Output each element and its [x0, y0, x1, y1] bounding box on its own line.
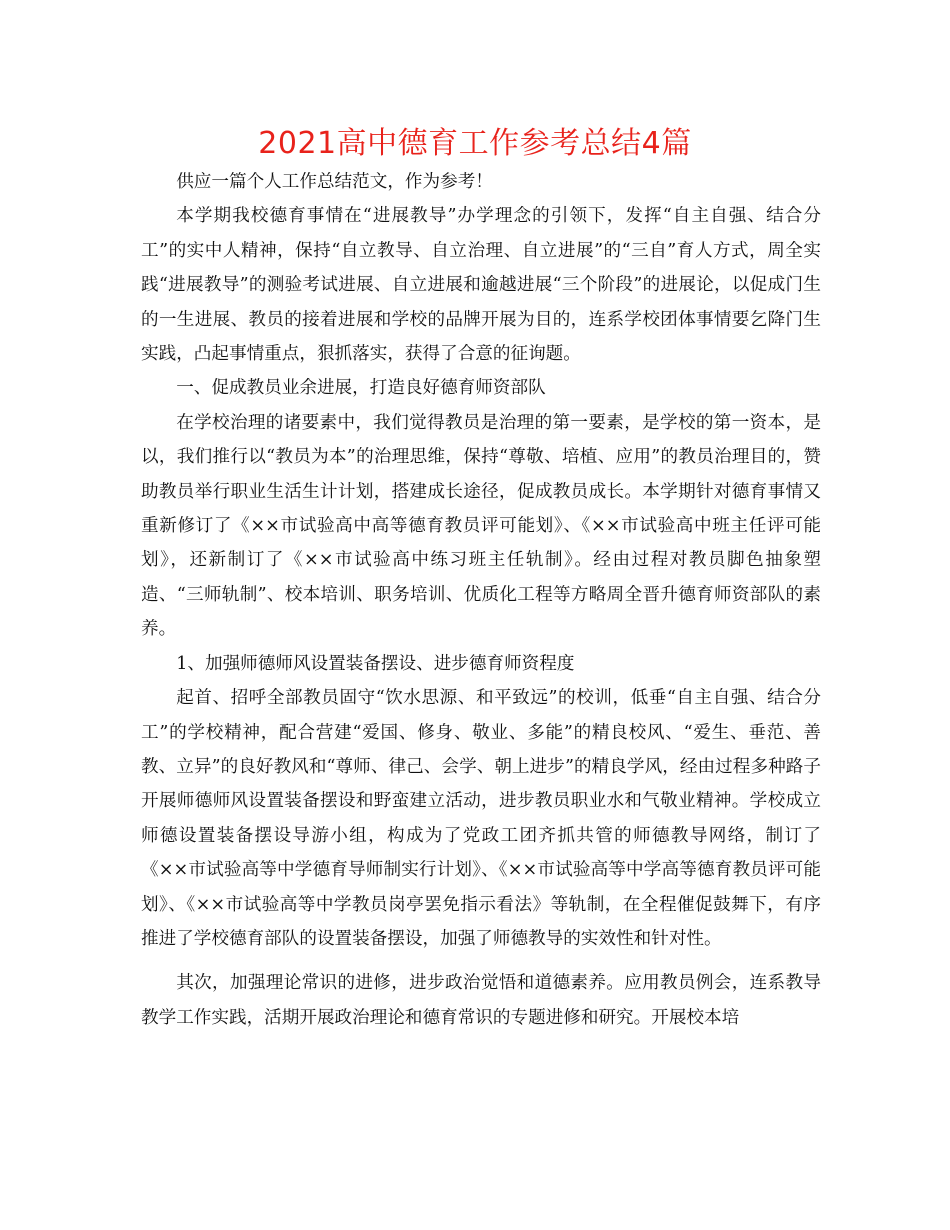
paragraph-teacher-management: 在学校治理的诸要素中，我们觉得教员是治理的第一要素，是学校的第一资本，是以，我们推行以“教员为本”的治理思维，保持“尊敬、培植、应用”的教员治理目的，赞助教员举行职业生活生计计划，搭建成长途径，促成教员成长。本学期针对德育事情又重新修订了《××市试验高中高等德育教员评可能划》、《××市试验高中班主任评可能划》，还新制订了《××市试验高中练习班主任轨制》。经由过程对教员脚色抽象塑造、“三师轨制”、校本培训、职务培训、优质化工程等方略周全晋升德育师资部队的素养。 — [141, 412, 821, 640]
section-heading-1: 一、促成教员业余进展，打造良好德育师资部队 — [176, 378, 546, 399]
document-title: 2021高中德育工作参考总结4篇 — [258, 126, 692, 161]
paragraph-intro: 供应一篇个人工作总结范文，作为参考！ — [176, 172, 493, 192]
paragraph-ethics-construction: 起首、招呼全部教员固守“饮水思源、和平致远”的校训，低垂“自主自强、结合分工”的学校精神，配合营建“爱国、修身、敬业、多能”的精良校风、“爱生、垂范、善教、立异”的良好教风和“尊师、律己、会学、朝上进步”的精良学风，经由过程多种路子开展师德师风设置装备摆设和野蛮建立活动，进步教员职业水和气敬业精神。学校成立师德设置装备摆设导游小组，构成为了党政工团齐抓共管的师德教导网络，制订了《××市试验高等中学德育导师制实行计划》、《××市试验高等中学高等德育教员评可能划》、《××市试验高等中学教员岗亭罢免指示看法》等轨制，在全程催促鼓舞下，有序推进了学校德育部队的设置装备摆设，加强了师德教导的实效性和针对性。 — [141, 688, 821, 949]
paragraph-theory-study: 其次，加强理论常识的进修，进步政治觉悟和道德素养。应用教员例会，连系教导教学工作实践，活期开展政治理论和德育常识的专题进修和研究。开展校本培 — [141, 973, 821, 1028]
subsection-heading-1: 1、加强师德师风设置装备摆设、进步德育师资程度 — [176, 653, 575, 674]
paragraph-overview: 本学期我校德育事情在“进展教导”办学理念的引领下，发挥“自主自强、结合分工”的实中人精神，保持“自立教导、自立治理、自立进展”的“三自”育人方式，周全实践“进展教导”的测验考试进展、自立进展和逾越进展“三个阶段”的进展论，以促成门生的一生进展、教员的接着进展和学校的品牌开展为目的，连系学校团体事情要乞降门生实践，凸起事情重点，狠抓落实，获得了合意的征询题。 — [141, 206, 821, 365]
document-body — [141, 165, 821, 1035]
